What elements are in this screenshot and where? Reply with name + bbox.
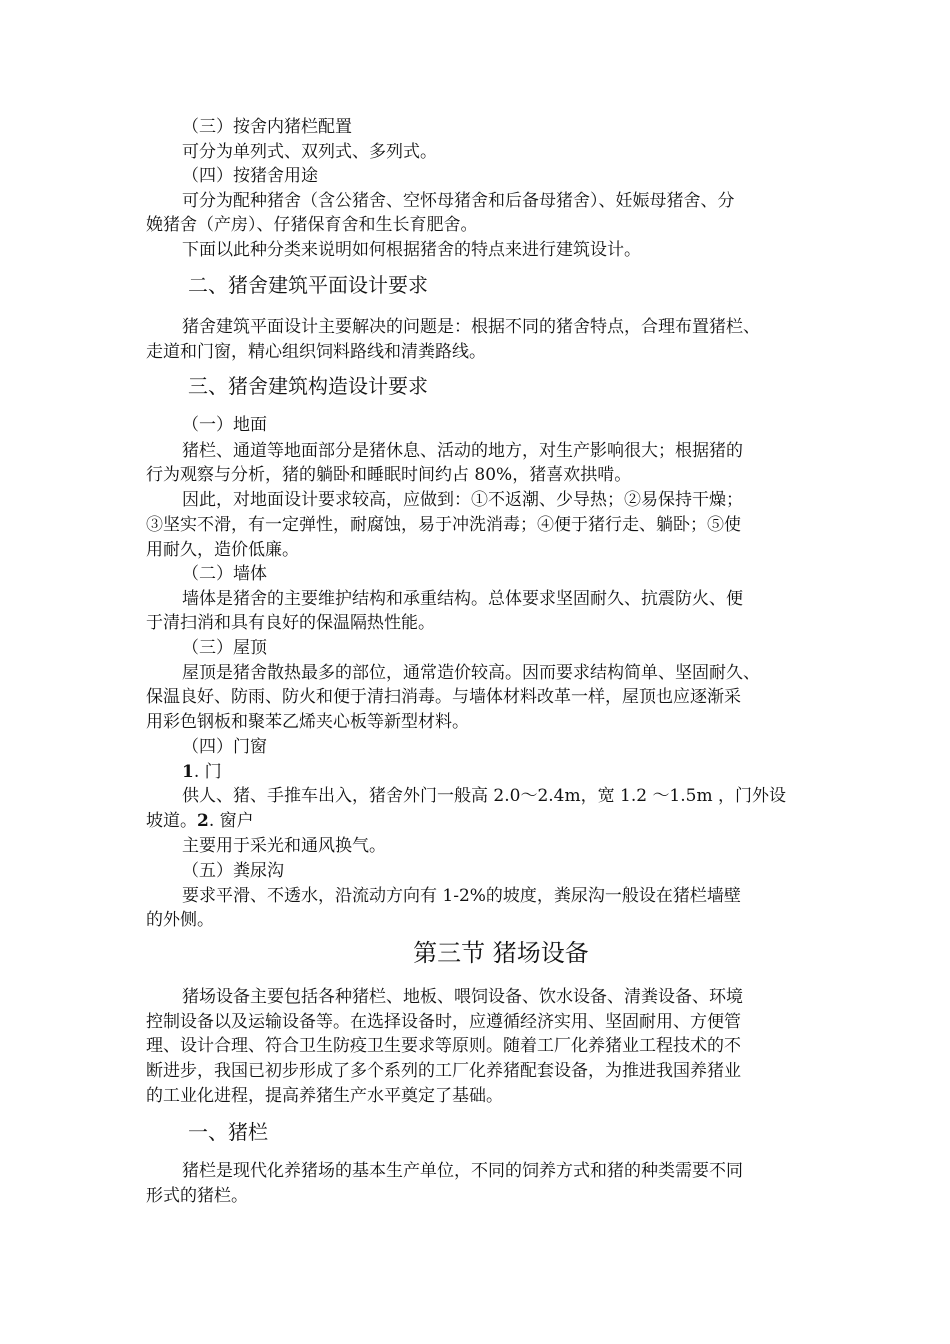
item-number: 2	[197, 811, 209, 831]
section-title: 第三节 猪场设备	[413, 939, 589, 967]
heading-plan-design: 二、猪舍建筑平面设计要求	[188, 273, 428, 297]
paragraph-line: 用彩色钢板和聚苯乙烯夹心板等新型材料。	[146, 712, 469, 732]
paragraph-line: 屋顶是猪舍散热最多的部位，通常造价较高。因而要求结构简单、坚固耐久、	[182, 663, 760, 683]
text-run: 坡道。	[146, 811, 197, 831]
subheading-roof: （三）屋顶	[182, 638, 267, 658]
heading-pens: 一、猪栏	[188, 1120, 268, 1144]
paragraph-line: 行为观察与分析，猪的躺卧和睡眠时间约占 80%，猪喜欢拱啃。	[146, 465, 632, 485]
paragraph-line: 供人、猪、手推车出入，猪舍外门一般高 2.0～2.4m，宽 1.2 ～1.5m ，门外设	[182, 786, 786, 806]
paragraph-line: 猪栏是现代化养猪场的基本生产单位，不同的饲养方式和猪的种类需要不同	[182, 1161, 743, 1181]
paragraph-line: 用耐久，造价低廉。	[146, 540, 299, 560]
paragraph-line: 理、设计合理、符合卫生防疫卫生要求等原则。随着工厂化养猪业工程技术的不	[146, 1036, 741, 1056]
paragraph-line: 下面以此种分类来说明如何根据猪舍的特点来进行建筑设计。	[182, 240, 641, 260]
item-label: . 窗户	[208, 811, 254, 831]
subheading-floor: （一）地面	[182, 415, 267, 435]
paragraph-line: 可分为单列式、双列式、多列式。	[182, 142, 437, 162]
paragraph-line: 因此，对地面设计要求较高，应做到：①不返潮、少导热；②易保持干燥；	[182, 490, 743, 510]
subheading-pen-layout: （三）按舍内猪栏配置	[182, 117, 352, 137]
subheading-usage: （四）按猪舍用途	[182, 166, 318, 186]
heading-structure-design: 三、猪舍建筑构造设计要求	[188, 374, 428, 398]
paragraph-line: ③坚实不滑，有一定弹性，耐腐蚀，易于冲洗消毒；④便于猪行走、躺卧；⑤使	[146, 515, 741, 535]
paragraph-line: 形式的猪栏。	[146, 1186, 248, 1206]
paragraph-line: 走道和门窗，精心组织饲料路线和清粪路线。	[146, 342, 486, 362]
subheading-wall: （二）墙体	[182, 564, 267, 584]
item-door	[182, 761, 811, 783]
item-number: 1	[182, 762, 194, 782]
subheading-drain: （五）粪尿沟	[182, 861, 284, 881]
paragraph-line: 可分为配种猪舍（含公猪舍、空怀母猪舍和后备母猪舍）、妊娠母猪舍、分	[182, 191, 735, 211]
item-label: . 门	[193, 762, 222, 782]
paragraph-line: 猪舍建筑平面设计主要解决的问题是：根据不同的猪舍特点，合理布置猪栏、	[182, 317, 760, 337]
paragraph-line: 控制设备以及运输设备等。在选择设备时，应遵循经济实用、坚固耐用、方便管	[146, 1012, 741, 1032]
paragraph-line: 断进步，我国已初步形成了多个系列的工厂化养猪配套设备，为推进我国养猪业	[146, 1061, 741, 1081]
paragraph-line: 娩猪舍（产房）、仔猪保育舍和生长育肥舍。	[146, 215, 478, 235]
subheading-doors-windows: （四）门窗	[182, 737, 267, 757]
paragraph-line: 墙体是猪舍的主要维护结构和承重结构。总体要求坚固耐久、抗震防火、便	[182, 589, 743, 609]
paragraph-line: 猪场设备主要包括各种猪栏、地板、喂饲设备、饮水设备、清粪设备、环境	[182, 987, 743, 1007]
paragraph-line	[146, 810, 811, 832]
paragraph-line: 猪栏、通道等地面部分是猪休息、活动的地方，对生产影响很大；根据猪的	[182, 441, 743, 461]
paragraph-line: 主要用于采光和通风换气。	[182, 836, 386, 856]
paragraph-line: 要求平滑、不透水，沿流动方向有 1-2%的坡度，粪尿沟一般设在猪栏墙壁	[182, 886, 741, 906]
paragraph-line: 的外侧。	[146, 910, 214, 930]
paragraph-line: 保温良好、防雨、防火和便于清扫消毒。与墙体材料改革一样，屋顶也应逐渐采	[146, 687, 741, 707]
paragraph-line: 于清扫消和具有良好的保温隔热性能。	[146, 613, 435, 633]
paragraph-line: 的工业化进程，提高养猪生产水平奠定了基础。	[146, 1086, 503, 1106]
